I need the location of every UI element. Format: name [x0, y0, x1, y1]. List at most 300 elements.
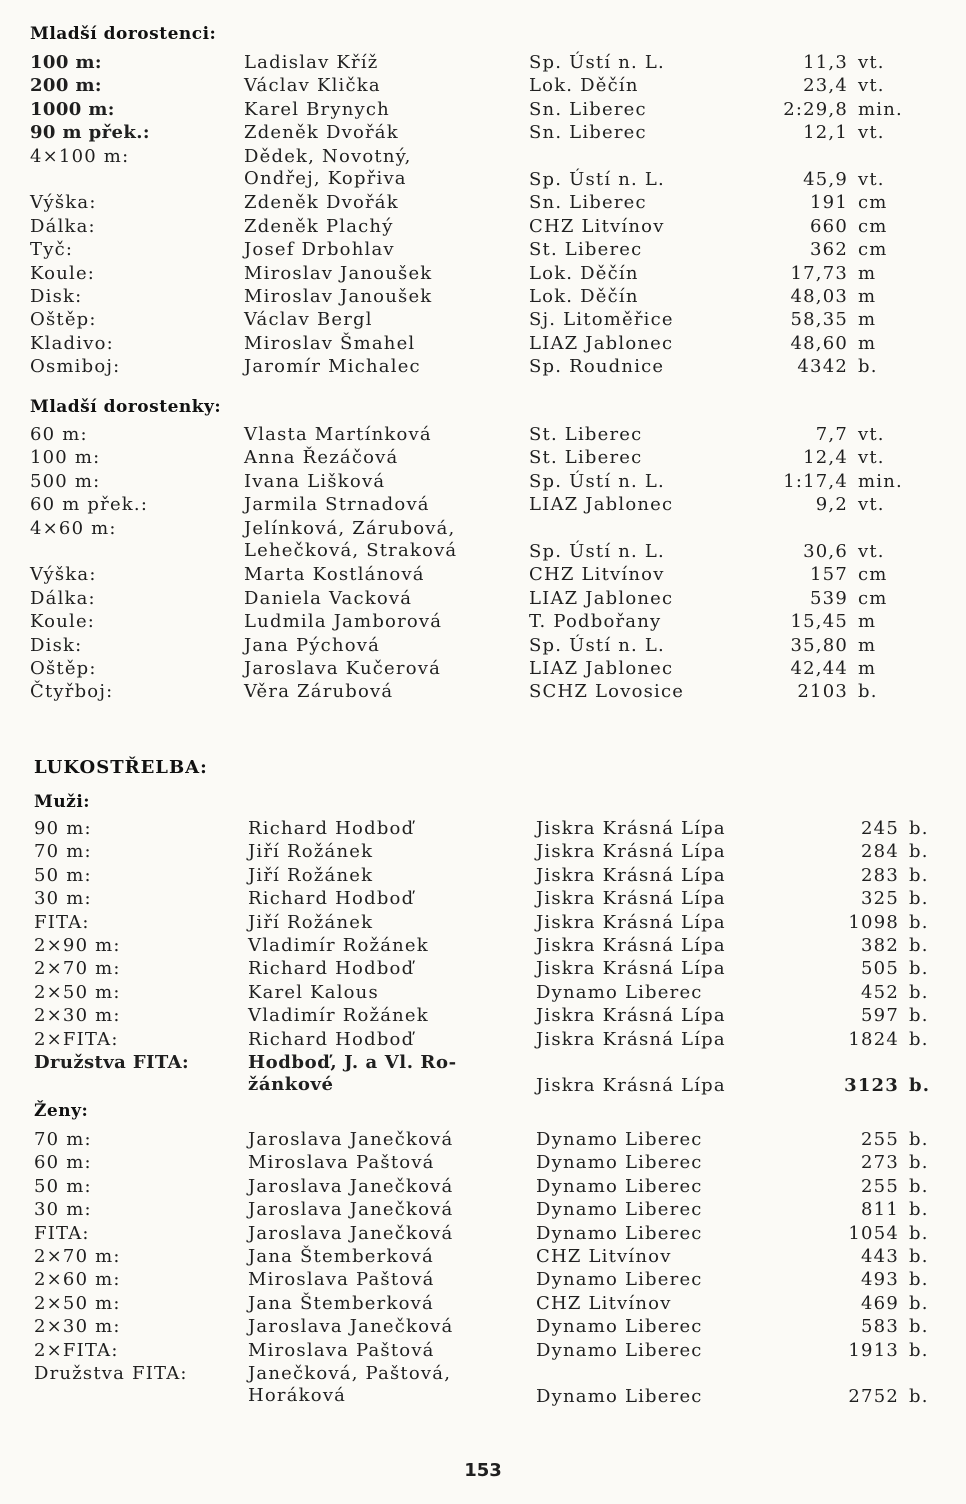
club-name: Jiskra Krásná Lípa	[536, 888, 726, 910]
result-row	[0, 611, 966, 635]
athlete-name-line: Richard Hodboď	[248, 888, 415, 910]
club-name: Sn. Liberec	[529, 192, 647, 214]
result-unit: b.	[858, 356, 878, 378]
athlete-name	[248, 888, 414, 910]
result-unit: b.	[909, 1175, 929, 1197]
result-row	[0, 658, 966, 682]
club-name: St. Liberec	[529, 424, 643, 445]
athlete-name	[248, 841, 373, 863]
result-unit: b.	[909, 1075, 931, 1096]
result-value: 30,6	[803, 540, 848, 562]
athlete-name	[244, 239, 395, 261]
athlete-name-line: Daniela Vacková	[244, 587, 413, 609]
club-name: Sn. Liberec	[529, 122, 647, 144]
event-label: 100 m:	[30, 447, 101, 469]
athlete-name	[244, 658, 441, 680]
result-row	[0, 1363, 966, 1409]
club-name: CHZ Litvínov	[529, 564, 665, 586]
athlete-name-line: Václav Klička	[244, 75, 381, 97]
athlete-name-line: žánkové	[248, 1074, 334, 1095]
athlete-name	[244, 447, 398, 469]
event-label: FITA:	[34, 911, 90, 933]
result-row	[0, 99, 966, 123]
athlete-name	[248, 1246, 434, 1268]
athlete-name-line: Marta Kostlánová	[244, 564, 425, 586]
result-row	[0, 1005, 966, 1029]
result-value: 1824	[848, 1028, 899, 1050]
result-row	[0, 333, 966, 357]
athlete-name	[244, 99, 390, 121]
athlete-name	[244, 611, 442, 633]
athlete-name	[248, 1176, 453, 1198]
result-unit: b.	[909, 841, 929, 863]
athlete-name	[244, 471, 385, 493]
result-value: 4342	[797, 356, 848, 378]
result-row	[0, 681, 966, 705]
club-name: Dynamo Liberec	[536, 1269, 703, 1291]
athlete-name-line: Miroslav Janoušek	[244, 286, 433, 307]
club-name: Jiskra Krásná Lípa	[536, 935, 726, 956]
athlete-name-line: Jiří Rožánek	[248, 911, 374, 933]
club-name: Jiskra Krásná Lípa	[536, 818, 726, 839]
athlete-name-line: Miroslav Janoušek	[244, 262, 433, 284]
event-label: Disk:	[30, 286, 83, 307]
result-value: 2103	[797, 681, 848, 703]
result-row	[0, 52, 966, 76]
result-unit: cm	[858, 192, 888, 214]
club-name: Sp. Ústí n. L.	[529, 540, 665, 562]
result-unit: b.	[909, 818, 929, 839]
result-unit: vt.	[858, 168, 885, 190]
result-value: 362	[810, 239, 848, 261]
athlete-name	[248, 1293, 434, 1315]
club-name: Dynamo Liberec	[536, 1316, 703, 1338]
result-row	[0, 912, 966, 936]
result-row	[0, 471, 966, 495]
result-row	[0, 1152, 966, 1176]
result-row	[0, 1316, 966, 1340]
result-unit: b.	[909, 1292, 929, 1314]
result-unit: min.	[858, 98, 903, 120]
result-row	[0, 424, 966, 448]
athlete-name	[244, 216, 394, 238]
athlete-name-line: Karel Kalous	[248, 981, 379, 1003]
result-row	[0, 216, 966, 240]
result-unit: cm	[858, 239, 888, 261]
result-row	[0, 286, 966, 310]
athlete-name-line: Zdeněk Dvořák	[244, 122, 399, 144]
result-value: 443	[861, 1246, 899, 1267]
result-value: 23,4	[803, 75, 848, 97]
athlete-name-line: Václav Bergl	[244, 309, 373, 331]
club-name: Sj. Litoměřice	[529, 309, 674, 331]
event-label: 30 m:	[34, 1199, 92, 1221]
result-row	[0, 935, 966, 959]
club-name: CHZ Litvínov	[536, 1246, 672, 1267]
event-label: Výška:	[30, 192, 97, 214]
athlete-name-line: Josef Drbohlav	[244, 239, 395, 261]
athlete-name	[244, 356, 421, 378]
athlete-name	[244, 518, 457, 562]
result-row	[0, 1340, 966, 1364]
event-label: 1000 m:	[30, 98, 115, 120]
club-name: Sp. Roudnice	[529, 356, 665, 378]
result-row	[0, 494, 966, 518]
athlete-name	[248, 912, 373, 934]
event-label: Dálka:	[30, 587, 96, 609]
result-unit: vt.	[858, 494, 885, 516]
event-label: 2×FITA:	[34, 1339, 119, 1361]
result-unit: b.	[909, 1152, 929, 1174]
athlete-name	[244, 192, 399, 214]
result-row	[0, 146, 966, 192]
athlete-name	[248, 818, 414, 840]
event-label: 50 m:	[34, 1175, 92, 1197]
club-name: Dynamo Liberec	[536, 1339, 703, 1361]
athlete-name	[244, 75, 381, 97]
athlete-name-line: Jiří Rožánek	[248, 864, 374, 886]
result-unit: b.	[909, 1316, 929, 1338]
athlete-name	[244, 333, 415, 355]
athlete-name-line: Anna Řezáčová	[244, 447, 399, 469]
event-label: 2×60 m:	[34, 1269, 121, 1291]
club-name: St. Liberec	[529, 447, 643, 469]
result-value: 493	[861, 1269, 899, 1291]
event-label: 2×90 m:	[34, 935, 121, 956]
result-value: 48,03	[790, 286, 848, 307]
club-name: Jiskra Krásná Lípa	[536, 958, 726, 980]
event-label: 2×50 m:	[34, 1292, 121, 1314]
club-name: T. Podbořany	[529, 611, 662, 633]
result-value: 1:17,4	[783, 470, 848, 492]
athlete-name-line: Jiří Rožánek	[248, 841, 374, 863]
result-value: 1098	[848, 911, 899, 933]
club-name: CHZ Litvínov	[536, 1292, 672, 1314]
club-name: Sn. Liberec	[529, 98, 647, 120]
club-name: Sp. Ústí n. L.	[529, 634, 665, 656]
result-value: 811	[861, 1199, 899, 1221]
athlete-name-line: Jana Štemberková	[248, 1292, 434, 1314]
event-label: 30 m:	[34, 888, 92, 910]
result-unit: vt.	[858, 52, 885, 73]
result-unit: b.	[909, 864, 929, 886]
club-name: Dynamo Liberec	[536, 1386, 703, 1407]
result-unit: min.	[858, 470, 903, 492]
result-unit: b.	[909, 1028, 929, 1050]
result-unit: b.	[858, 681, 878, 703]
result-unit: cm	[858, 587, 888, 609]
result-row	[0, 1223, 966, 1247]
athlete-name-line: Jarmila Strnadová	[244, 494, 430, 516]
athlete-name	[248, 865, 373, 887]
result-value: 3123	[844, 1075, 899, 1096]
event-label: Oštěp:	[30, 309, 97, 331]
athlete-name-line: Janečková, Paštová,	[248, 1363, 452, 1384]
athlete-name-line: Miroslav Šmahel	[244, 332, 416, 354]
result-row	[0, 818, 966, 842]
result-unit: cm	[858, 564, 888, 586]
result-row	[0, 1129, 966, 1153]
athlete-name	[244, 286, 432, 308]
result-value: 1054	[848, 1222, 899, 1244]
club-name: Jiskra Krásná Lípa	[536, 841, 726, 863]
result-value: 539	[810, 587, 848, 609]
club-name: LIAZ Jablonec	[529, 587, 674, 609]
club-name: Jiskra Krásná Lípa	[536, 864, 726, 886]
result-unit: m	[858, 309, 877, 331]
athlete-name-line: Ladislav Kříž	[244, 52, 379, 73]
result-value: 382	[861, 935, 899, 956]
club-name: Dynamo Liberec	[536, 1129, 703, 1150]
event-label: Tyč:	[30, 239, 74, 261]
athlete-name	[248, 982, 379, 1004]
result-value: 2:29,8	[783, 98, 848, 120]
club-name: Sp. Ústí n. L.	[529, 52, 665, 73]
athlete-name-line: Hodboď, J. a Vl. Ro-	[248, 1052, 457, 1073]
event-label: 500 m:	[30, 470, 101, 492]
result-value: 12,1	[803, 122, 848, 144]
result-unit: b.	[909, 888, 929, 910]
event-label: 2×70 m:	[34, 1246, 121, 1267]
result-row	[0, 1052, 966, 1098]
result-value: 597	[861, 1005, 899, 1027]
event-label: Kladivo:	[30, 332, 114, 354]
result-unit: b.	[909, 1005, 929, 1027]
athlete-name	[248, 1152, 435, 1174]
athlete-name-line: Zdeněk Dvořák	[244, 192, 399, 214]
club-name: Lok. Děčín	[529, 75, 639, 97]
club-name: Dynamo Liberec	[536, 1152, 703, 1174]
result-unit: b.	[909, 911, 929, 933]
athlete-name	[244, 681, 393, 703]
event-label: 2×FITA:	[34, 1028, 119, 1050]
athlete-name	[244, 424, 432, 446]
event-label: Koule:	[30, 262, 96, 284]
event-label: Osmiboj:	[30, 356, 121, 378]
sport-heading: LUKOSTŘELBA:	[34, 757, 208, 778]
event-label: 70 m:	[34, 841, 92, 863]
athlete-name-line: Richard Hodboď	[248, 958, 415, 980]
result-row	[0, 958, 966, 982]
athlete-name-line: Jaroslava Kučerová	[244, 658, 442, 679]
club-name: Jiskra Krásná Lípa	[536, 1028, 726, 1050]
result-unit: vt.	[858, 424, 885, 445]
event-label: Výška:	[30, 564, 97, 586]
athlete-name-line: Jaroslava Janečková	[248, 1199, 454, 1221]
result-row	[0, 564, 966, 588]
club-name: LIAZ Jablonec	[529, 332, 674, 354]
event-label: Oštěp:	[30, 658, 97, 679]
event-label: 2×50 m:	[34, 981, 121, 1003]
athlete-name-line: Lehečková, Straková	[244, 539, 458, 561]
event-label: FITA:	[34, 1222, 90, 1244]
event-label: Disk:	[30, 634, 83, 656]
result-unit: b.	[909, 935, 929, 956]
result-unit: m	[858, 262, 877, 284]
club-name: Sp. Ústí n. L.	[529, 168, 665, 190]
athlete-name	[244, 309, 373, 331]
event-label: Družstva FITA:	[34, 1363, 188, 1384]
result-row	[0, 1269, 966, 1293]
result-value: 58,35	[790, 309, 848, 331]
result-unit: b.	[909, 1222, 929, 1244]
athlete-name	[248, 1363, 451, 1407]
club-name: Lok. Děčín	[529, 286, 639, 307]
event-label: 2×30 m:	[34, 1005, 121, 1027]
athlete-name	[244, 588, 412, 610]
athlete-name-line: Miroslava Paštová	[248, 1339, 435, 1361]
result-row	[0, 1293, 966, 1317]
event-label: 2×70 m:	[34, 958, 121, 980]
event-label: Družstva FITA:	[34, 1052, 190, 1073]
athlete-name-line: Jaroslava Janečková	[248, 1222, 454, 1244]
event-label: 4×60 m:	[30, 517, 117, 539]
club-name: Jiskra Krásná Lípa	[536, 1005, 726, 1027]
club-name: Dynamo Liberec	[536, 1222, 703, 1244]
result-row	[0, 1199, 966, 1223]
athlete-name-line: Jaroslava Janečková	[248, 1316, 454, 1338]
athlete-name-line: Vlasta Martínková	[244, 424, 432, 445]
athlete-name	[244, 635, 380, 657]
athlete-name-line: Jaromír Michalec	[244, 356, 421, 378]
club-name: St. Liberec	[529, 239, 643, 261]
athlete-name-line: Miroslava Paštová	[248, 1152, 435, 1174]
result-row	[0, 518, 966, 564]
event-label: 60 m:	[30, 424, 88, 445]
athlete-name	[248, 1316, 453, 1338]
athlete-name-line: Jana Štemberková	[248, 1246, 434, 1267]
result-unit: b.	[909, 1269, 929, 1291]
event-label: Čtyřboj:	[30, 681, 114, 703]
event-label: 70 m:	[34, 1129, 92, 1150]
event-label: 90 m:	[34, 818, 92, 839]
athlete-name-line: Jaroslava Janečková	[248, 1175, 454, 1197]
athlete-name-line: Horáková	[248, 1385, 347, 1406]
result-unit: b.	[909, 958, 929, 980]
result-value: 17,73	[790, 262, 848, 284]
result-unit: b.	[909, 981, 929, 1003]
club-name: Dynamo Liberec	[536, 981, 703, 1003]
result-value: 48,60	[790, 332, 848, 354]
result-row	[0, 75, 966, 99]
result-value: 273	[861, 1152, 899, 1174]
club-name: Dynamo Liberec	[536, 1199, 703, 1221]
result-unit: m	[858, 634, 877, 656]
result-value: 255	[861, 1175, 899, 1197]
result-value: 157	[810, 564, 848, 586]
athlete-name-line: Věra Zárubová	[244, 681, 394, 703]
result-value: 469	[861, 1292, 899, 1314]
athlete-name	[248, 958, 414, 980]
result-value: 11,3	[803, 52, 848, 73]
athlete-name	[248, 1029, 414, 1051]
result-value: 9,2	[815, 494, 848, 516]
athlete-name	[248, 1129, 453, 1151]
athlete-name	[248, 1199, 453, 1221]
result-value: 1913	[848, 1339, 899, 1361]
athlete-name	[244, 494, 430, 516]
result-row	[0, 982, 966, 1006]
result-unit: vt.	[858, 75, 885, 97]
athlete-name-line: Ondřej, Kopřiva	[244, 167, 407, 189]
section-heading: Mladší dorostenky:	[30, 397, 222, 417]
result-row	[0, 588, 966, 612]
result-value: 45,9	[803, 168, 848, 190]
club-name: Jiskra Krásná Lípa	[536, 911, 726, 933]
athlete-name	[248, 1269, 435, 1291]
athlete-name-line: Jaroslava Janečková	[248, 1129, 454, 1150]
result-row	[0, 635, 966, 659]
result-unit: b.	[909, 1386, 929, 1407]
athlete-name-line: Karel Brynych	[244, 98, 390, 120]
athlete-name	[244, 122, 399, 144]
club-name: Dynamo Liberec	[536, 1175, 703, 1197]
club-name: Jiskra Krásná Lípa	[536, 1075, 726, 1096]
result-row	[0, 192, 966, 216]
result-unit: b.	[909, 1199, 929, 1221]
club-name: Lok. Děčín	[529, 262, 639, 284]
event-label: 200 m:	[30, 75, 102, 97]
result-row	[0, 239, 966, 263]
result-row	[0, 356, 966, 380]
result-unit: m	[858, 286, 877, 307]
athlete-name-line: Dědek, Novotný,	[244, 145, 412, 167]
club-name: Sp. Ústí n. L.	[529, 470, 665, 492]
result-value: 191	[810, 192, 848, 214]
result-value: 284	[861, 841, 899, 863]
event-label: 60 m:	[34, 1152, 92, 1174]
event-label: 50 m:	[34, 864, 92, 886]
result-unit: m	[858, 611, 877, 633]
club-name: LIAZ Jablonec	[529, 658, 674, 679]
athlete-name-line: Ivana Lišková	[244, 470, 386, 492]
result-value: 255	[861, 1129, 899, 1150]
athlete-name-line: Jana Pýchová	[244, 634, 381, 656]
athlete-name	[244, 564, 425, 586]
result-unit: b.	[909, 1129, 929, 1150]
section-heading: Mladší dorostenci:	[30, 24, 217, 44]
result-unit: vt.	[858, 122, 885, 144]
section-heading: Ženy:	[34, 1101, 89, 1121]
athlete-name-line: Miroslava Paštová	[248, 1269, 435, 1291]
result-row	[0, 865, 966, 889]
result-value: 505	[861, 958, 899, 980]
result-value: 7,7	[815, 424, 848, 445]
section-heading: Muži:	[34, 792, 91, 812]
result-unit: vt.	[858, 447, 885, 469]
result-value: 283	[861, 864, 899, 886]
athlete-name-line: Jelínková, Zárubová,	[244, 517, 456, 539]
athlete-name	[248, 1005, 429, 1027]
result-value: 325	[861, 888, 899, 910]
result-unit: b.	[909, 1246, 929, 1267]
result-row	[0, 447, 966, 471]
event-label: 100 m:	[30, 52, 102, 73]
athlete-name	[248, 1223, 453, 1245]
event-label: 2×30 m:	[34, 1316, 121, 1338]
result-unit: vt.	[858, 540, 885, 562]
athlete-name-line: Vladimír Rožánek	[248, 1005, 429, 1027]
club-name: SCHZ Lovosice	[529, 681, 685, 703]
athlete-name-line: Ludmila Jamborová	[244, 611, 443, 633]
result-row	[0, 309, 966, 333]
athlete-name	[244, 146, 412, 190]
result-value: 2752	[848, 1386, 899, 1407]
result-unit: cm	[858, 215, 888, 237]
result-value: 583	[861, 1316, 899, 1338]
athlete-name-line: Richard Hodboď	[248, 1028, 415, 1050]
result-row	[0, 122, 966, 146]
